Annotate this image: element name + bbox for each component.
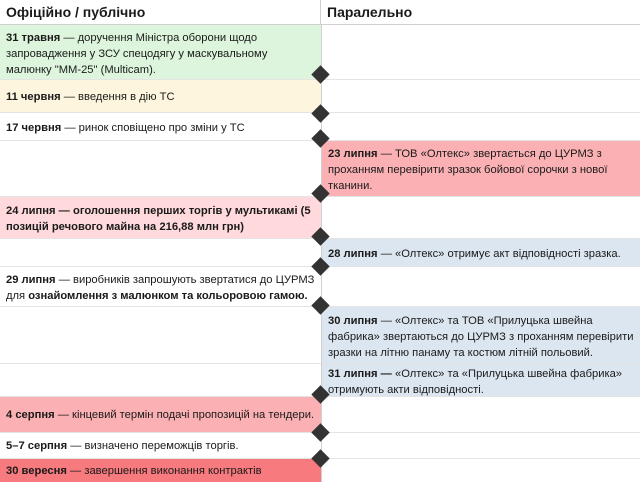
event-text: — введення в дію ТС bbox=[60, 91, 175, 103]
event-23-july bbox=[322, 141, 640, 197]
empty-cell bbox=[322, 80, 640, 113]
official-column-title: Офіційно / публічно bbox=[0, 0, 321, 24]
event-date: 4 серпня bbox=[6, 409, 55, 421]
empty-cell bbox=[0, 239, 321, 267]
event-30-july bbox=[322, 307, 640, 364]
empty-cell bbox=[0, 141, 321, 197]
event-24-july bbox=[0, 197, 321, 239]
event-date: 23 липня bbox=[328, 148, 378, 160]
event-text: — визначено переможців торгів. bbox=[67, 440, 239, 452]
column-divider bbox=[321, 25, 322, 482]
event-date: 31 травня bbox=[6, 32, 61, 44]
empty-cell bbox=[0, 307, 321, 364]
event-text: «Олтекс» та «Прилуцька швейна фабрика» отримують акти відповідності. bbox=[328, 368, 623, 396]
event-text: — кінцевий термін подачі пропозицій на тендери. bbox=[54, 409, 315, 421]
event-date: 30 липня bbox=[328, 315, 378, 327]
event-29-july bbox=[0, 267, 321, 307]
event-date: 29 липня bbox=[6, 274, 56, 286]
event-text: — доручення Міністра оборони щодо запровадження у ЗСУ спецодягу у маскувальному малюнку "ММ-25" (Multicam). bbox=[6, 32, 268, 76]
event-text: — завершення виконання контрактів bbox=[66, 465, 262, 477]
event-text: — «Олтекс» та ТОВ «Прилуцька швейна фабрика» звертаються до ЦУРМЗ з проханням перевірити зразки на літню панаму та костюм літній польовий. bbox=[328, 315, 634, 359]
event-11-june bbox=[0, 80, 321, 113]
event-date: 31 липня — bbox=[328, 368, 392, 380]
empty-cell bbox=[322, 25, 640, 80]
parallel-column-title: Паралельно bbox=[327, 4, 413, 20]
event-31-july bbox=[322, 364, 640, 397]
event-17-june bbox=[0, 113, 321, 141]
table-header bbox=[0, 0, 640, 25]
event-date: 5–7 серпня bbox=[6, 440, 68, 452]
empty-cell bbox=[322, 113, 640, 141]
empty-cell bbox=[0, 364, 321, 397]
empty-cell bbox=[322, 197, 640, 239]
event-31-may bbox=[0, 25, 321, 80]
event-text: — виробників запрошують звертатися до ЦУРМЗ для bbox=[6, 274, 315, 302]
event-text: — ТОВ «Олтекс» звертається до ЦУРМЗ з проханням перевірити зразок бойової сорочки з нової тканини. bbox=[328, 148, 608, 192]
empty-cell bbox=[322, 397, 640, 433]
event-4-august bbox=[0, 397, 321, 433]
event-date: 11 червня bbox=[6, 91, 61, 103]
event-date: 28 липня bbox=[328, 248, 378, 260]
event-bold-tail: ознайомлення з малюнком та кольоровою гамою. bbox=[28, 290, 308, 302]
event-date: 30 вересня bbox=[6, 465, 67, 477]
event-date: 17 червня bbox=[6, 122, 62, 134]
empty-cell bbox=[322, 267, 640, 307]
event-text: — ринок сповіщено про зміни у ТС bbox=[61, 122, 245, 134]
event-30-september bbox=[0, 459, 321, 482]
event-28-july bbox=[322, 239, 640, 267]
empty-cell bbox=[322, 433, 640, 459]
event-date: 24 липня — оголошення перших торгів у мультикамі (5 позицій речового майна на 216,88 млн грн) bbox=[6, 205, 311, 233]
event-5-7-august bbox=[0, 433, 321, 459]
event-text: — «Олтекс» отримує акт відповідності зразка. bbox=[377, 248, 621, 260]
